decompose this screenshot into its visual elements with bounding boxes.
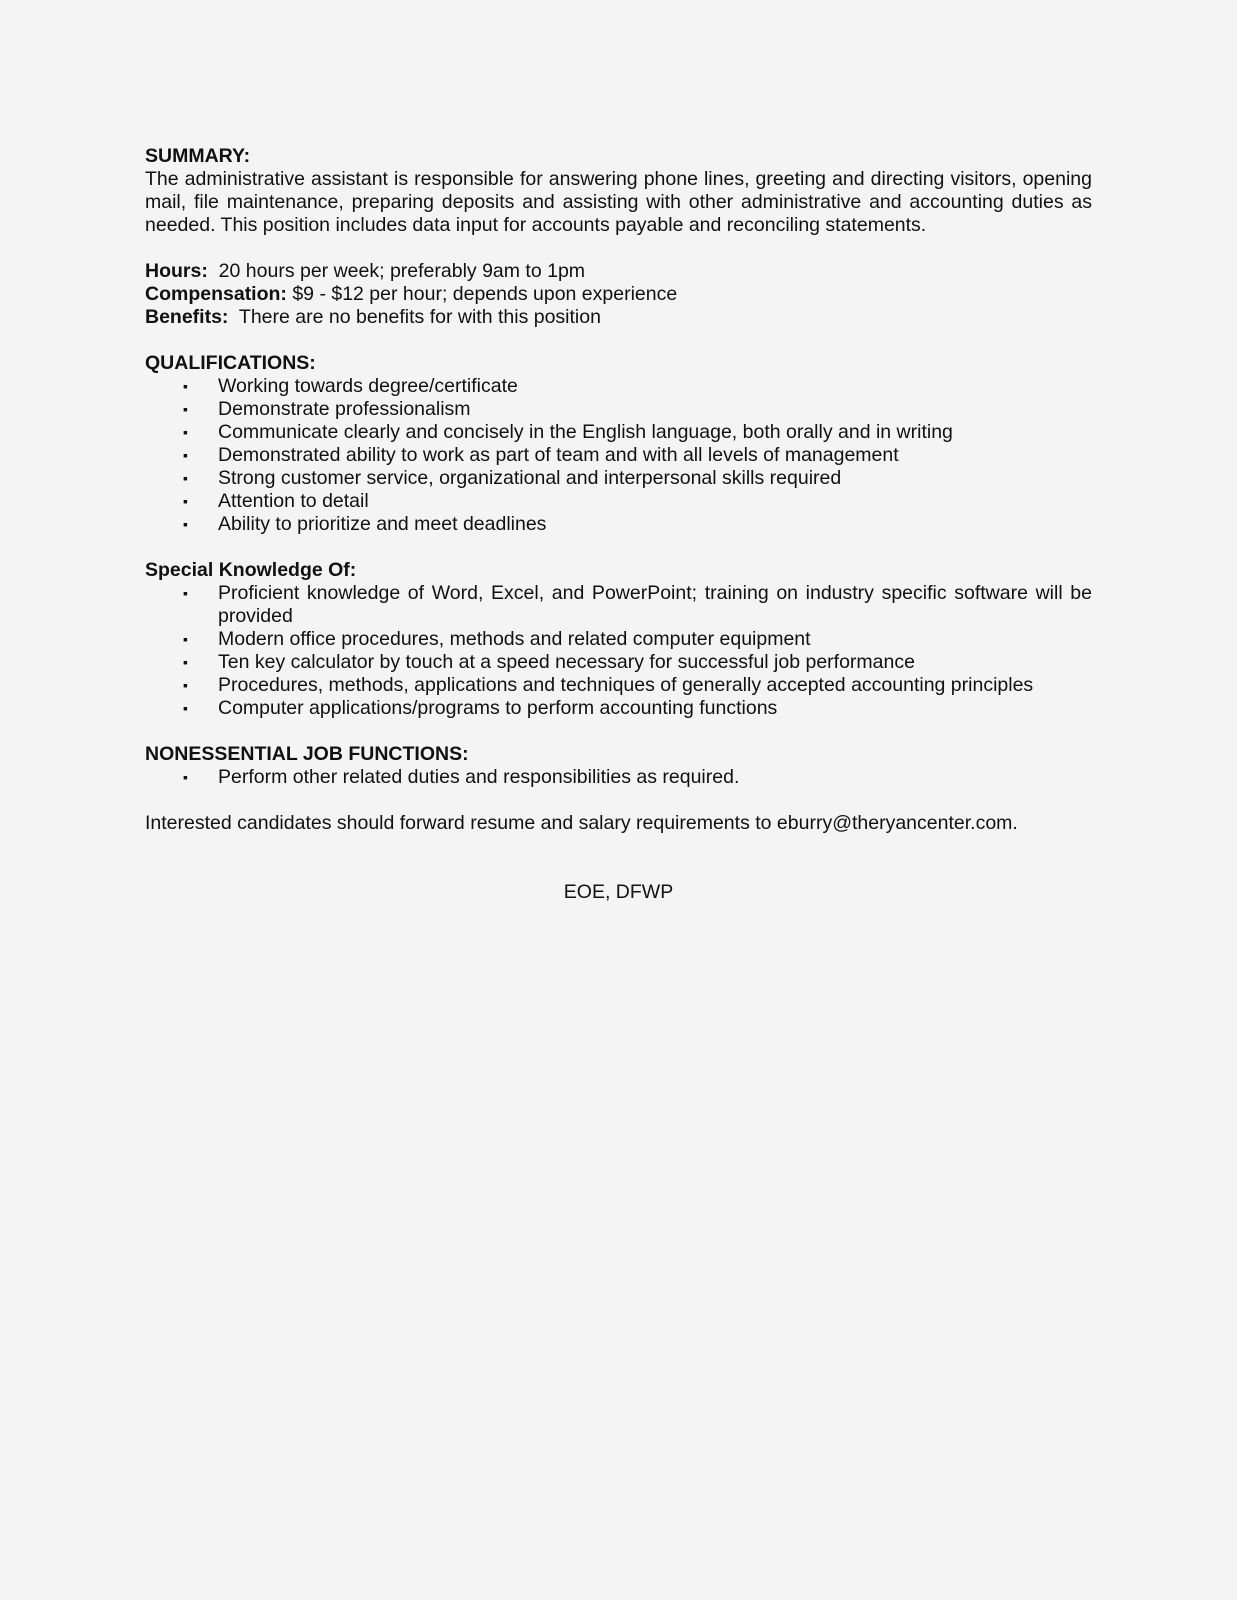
benefits-line: [145, 306, 1092, 329]
list-item-text: Attention to detail: [218, 490, 369, 512]
list-item: [145, 697, 1092, 720]
list-item: [145, 467, 1092, 490]
list-item: [145, 398, 1092, 421]
list-item: [145, 674, 1092, 697]
bullet-icon: ▪: [183, 700, 188, 716]
qualifications-heading: QUALIFICATIONS:: [145, 352, 316, 374]
bullet-icon: ▪: [183, 378, 188, 394]
list-item-text: Demonstrate professionalism: [218, 398, 471, 420]
qualifications-list: [145, 375, 1092, 536]
nonessential-heading: NONESSENTIAL JOB FUNCTIONS:: [145, 743, 469, 765]
bullet-icon: ▪: [183, 585, 188, 601]
bullet-icon: ▪: [183, 769, 188, 785]
spacer: [145, 858, 1092, 881]
list-item-text: Procedures, methods, applications and techniques of generally accepted accounting principles: [218, 674, 1034, 696]
special-knowledge-heading: Special Knowledge Of:: [145, 559, 357, 581]
bullet-icon: ▪: [183, 470, 188, 486]
job-posting-document: [145, 145, 1092, 904]
compensation-line: [145, 283, 1092, 306]
spacer: [145, 835, 1092, 858]
special-knowledge-list: [145, 582, 1092, 720]
list-item: [145, 766, 1092, 789]
eoe-footer: EOE, DFWP: [563, 881, 674, 903]
hours-value: 20 hours per week; preferably 9am to 1pm: [207, 260, 586, 282]
list-item-text: Working towards degree/certificate: [218, 375, 518, 397]
hours-label: Hours:: [145, 260, 208, 282]
bullet-icon: ▪: [183, 401, 188, 417]
compensation-label: Compensation:: [145, 283, 287, 305]
spacer: [145, 789, 1092, 812]
contact-instructions: Interested candidates should forward resume and salary requirements to eburry@theryancenter.com.: [145, 812, 1018, 834]
list-item-text: Modern office procedures, methods and related computer equipment: [218, 628, 811, 650]
spacer: [145, 720, 1092, 743]
nonessential-list: [145, 766, 1092, 789]
list-item: [145, 490, 1092, 513]
list-item: [145, 444, 1092, 467]
spacer: [145, 536, 1092, 559]
list-item: [145, 375, 1092, 398]
hours-line: [145, 260, 1092, 283]
benefits-value: There are no benefits for with this position: [228, 306, 601, 328]
bullet-icon: ▪: [183, 631, 188, 647]
spacer: [145, 237, 1092, 260]
bullet-icon: ▪: [183, 424, 188, 440]
summary-text: The administrative assistant is responsible for answering phone lines, greeting and directing visitors, opening mail, file maintenance, preparing deposits and assisting with other administrative and accounting duties as needed. This position includes data input for accounts payable and reconciling statements.: [145, 168, 1092, 236]
list-item-text: Communicate clearly and concisely in the English language, both orally and in writing: [218, 421, 953, 443]
list-item-text: Ability to prioritize and meet deadlines: [218, 513, 547, 535]
benefits-label: Benefits:: [145, 306, 229, 328]
list-item-text: Demonstrated ability to work as part of team and with all levels of management: [218, 444, 899, 466]
compensation-value: $9 - $12 per hour; depends upon experience: [286, 283, 678, 305]
list-item: [145, 628, 1092, 651]
bullet-icon: ▪: [183, 654, 188, 670]
list-item-text: Strong customer service, organizational and interpersonal skills required: [218, 467, 842, 489]
bullet-icon: ▪: [183, 447, 188, 463]
bullet-icon: ▪: [183, 677, 188, 693]
list-item: [145, 421, 1092, 444]
list-item-text: Perform other related duties and responsibilities as required.: [218, 766, 740, 788]
list-item: [145, 582, 1092, 628]
list-item-text: Proficient knowledge of Word, Excel, and PowerPoint; training on industry specific software will be provided: [218, 582, 1092, 627]
list-item-text: Ten key calculator by touch at a speed necessary for successful job performance: [218, 651, 915, 673]
summary-heading: SUMMARY:: [145, 145, 251, 167]
list-item: [145, 513, 1092, 536]
bullet-icon: ▪: [183, 516, 188, 532]
spacer: [145, 329, 1092, 352]
list-item-text: Computer applications/programs to perform accounting functions: [218, 697, 778, 719]
list-item: [145, 651, 1092, 674]
bullet-icon: ▪: [183, 493, 188, 509]
